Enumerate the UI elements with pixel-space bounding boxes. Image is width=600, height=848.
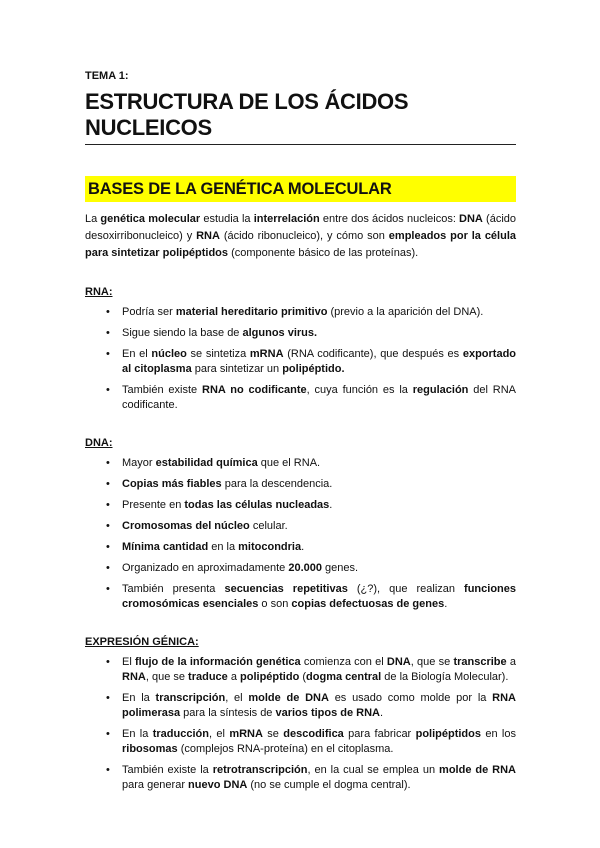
bold-text: descodifica <box>283 728 344 740</box>
text: es usado como molde por la <box>328 692 493 704</box>
text: para la descendencia. <box>221 478 333 490</box>
text: , que se <box>145 671 189 683</box>
list-item <box>85 326 516 341</box>
subsection-heading: DNA: <box>85 437 113 449</box>
bold-text: molde de RNA <box>439 764 516 776</box>
bold-text: nuevo DNA <box>188 779 248 791</box>
bullet-list <box>85 655 516 793</box>
document-page <box>85 70 516 799</box>
bold-text: mRNA <box>249 348 284 360</box>
text: entre dos ácidos nucleicos: <box>319 213 460 225</box>
bullet-icon: • <box>106 348 110 360</box>
text: , el <box>225 692 249 704</box>
text: (¿?), que realizan <box>347 583 465 595</box>
text: (ácido desoxirribonucleico) y <box>85 213 516 242</box>
text: para la síntesis de <box>180 707 276 719</box>
bold-text: 20.000 <box>288 562 322 574</box>
text: para fabricar <box>343 728 416 740</box>
bold-text: estabilidad química <box>155 457 258 469</box>
bold-text: RNA <box>122 671 146 683</box>
text: En la <box>122 728 153 740</box>
text: (complejos RNA-proteína) en el citoplasma. <box>177 743 394 755</box>
text: ( <box>299 671 307 683</box>
text: También presenta <box>122 583 225 595</box>
text: Presente en <box>122 499 185 511</box>
text: En el <box>122 348 152 360</box>
text: La <box>85 213 101 225</box>
list-item <box>85 540 516 555</box>
text: en los <box>480 728 516 740</box>
list-item <box>85 655 516 685</box>
bold-text: secuencias repetitivas <box>224 583 348 595</box>
bold-text: material hereditario primitivo <box>175 306 328 318</box>
text: que el RNA. <box>257 457 321 469</box>
bullet-icon: • <box>106 306 110 318</box>
bold-text: flujo de la información genética <box>135 656 301 668</box>
bold-text: DNA <box>386 656 411 668</box>
text: , que se <box>410 656 454 668</box>
list-item <box>85 519 516 534</box>
bullet-icon: • <box>106 457 110 469</box>
bold-text: traduce <box>188 671 228 683</box>
list-item <box>85 347 516 377</box>
list-item <box>85 561 516 576</box>
page-title: ESTRUCTURA DE LOS ÁCIDOS NUCLEICOS <box>85 89 516 145</box>
bullet-icon: • <box>106 499 110 511</box>
text: . <box>444 598 448 610</box>
text: En la <box>122 692 156 704</box>
bullet-icon: • <box>106 728 110 740</box>
text: se sintetiza <box>186 348 250 360</box>
bold-text: todas las células nucleadas <box>184 499 330 511</box>
text: a <box>506 656 516 668</box>
bold-text: RNA polimerasa <box>122 692 516 719</box>
text: comienza con el <box>300 656 387 668</box>
text: También existe la <box>122 764 213 776</box>
text: , el <box>208 728 230 740</box>
bold-text: Copias más fiables <box>122 478 222 490</box>
bold-text: exportado al citoplasma <box>122 348 517 375</box>
bold-text: mitocondria <box>238 541 302 553</box>
bold-text: regulación <box>412 384 469 396</box>
bold-text: traducción <box>152 728 209 740</box>
text: (RNA codificante), que después es <box>283 348 463 360</box>
text: (componente básico de las proteínas). <box>228 247 419 259</box>
subsection-heading: EXPRESIÓN GÉNICA: <box>85 636 199 648</box>
bold-text: algunos virus. <box>242 327 318 339</box>
bold-text: Cromosomas del núcleo <box>122 520 250 532</box>
list-item <box>85 763 516 793</box>
bullet-icon: • <box>106 562 110 574</box>
text: para generar <box>122 779 189 791</box>
text: También existe <box>122 384 202 396</box>
text: . <box>380 707 384 719</box>
text: celular. <box>249 520 288 532</box>
intro-paragraph <box>85 211 516 262</box>
bold-text: retrotranscripción <box>212 764 308 776</box>
text: Sigue siendo la base de <box>122 327 243 339</box>
list-item <box>85 456 516 471</box>
text: . <box>301 541 305 553</box>
bold-text: funciones cromosómicas esenciales <box>122 583 516 610</box>
text: de la Biología Molecular). <box>381 671 509 683</box>
text: , en la cual se emplea un <box>307 764 440 776</box>
bullet-icon: • <box>106 692 110 704</box>
bold-text: polipéptido <box>240 671 300 683</box>
bold-text: RNA no codificante <box>202 384 307 396</box>
text: o son <box>258 598 292 610</box>
text: para sintetizar un <box>191 363 283 375</box>
text: (previo a la aparición del DNA). <box>327 306 484 318</box>
bullet-icon: • <box>106 384 110 396</box>
bold-text: transcribe <box>453 656 507 668</box>
list-item <box>85 477 516 492</box>
bold-text: polipéptido. <box>282 363 345 375</box>
section-heading-highlighted: BASES DE LA GENÉTICA MOLECULAR <box>85 176 516 202</box>
bullet-icon: • <box>106 478 110 490</box>
list-item <box>85 727 516 757</box>
bold-text: RNA <box>196 230 220 242</box>
bullet-icon: • <box>106 583 110 595</box>
text: Organizado en aproximadamente <box>122 562 289 574</box>
bullet-list <box>85 305 516 413</box>
list-item <box>85 498 516 513</box>
bullet-icon: • <box>106 520 110 532</box>
text: genes. <box>321 562 359 574</box>
topic-label: TEMA 1: <box>85 70 129 82</box>
bold-text: ribosomas <box>122 743 178 755</box>
bold-text: empleados por la célula para sintetizar polipéptidos <box>85 230 517 259</box>
subsection-heading: RNA: <box>85 286 113 298</box>
sections-container <box>85 286 516 793</box>
text: El <box>122 656 135 668</box>
bold-text: polipéptidos <box>415 728 481 740</box>
text: Mayor <box>122 457 156 469</box>
bold-text: DNA <box>459 213 483 225</box>
bullet-icon: • <box>106 327 110 339</box>
bold-text: Mínima cantidad <box>122 541 209 553</box>
text: estudia la <box>200 213 254 225</box>
list-item <box>85 305 516 320</box>
text: . <box>329 499 333 511</box>
bold-text: genética molecular <box>100 213 201 225</box>
bold-text: varios tipos de RNA <box>275 707 381 719</box>
bullet-icon: • <box>106 541 110 553</box>
list-item <box>85 691 516 721</box>
bullet-icon: • <box>106 656 110 668</box>
list-item <box>85 582 516 612</box>
bold-text: copias defectuosas de genes <box>291 598 445 610</box>
bold-text: molde de DNA <box>248 692 329 704</box>
text: del RNA codificante. <box>122 384 516 411</box>
text: (no se cumple el dogma central). <box>247 779 411 791</box>
list-item <box>85 383 516 413</box>
text: (ácido ribonucleico), y cómo son <box>219 230 389 242</box>
text: se <box>262 728 284 740</box>
bold-text: núcleo <box>151 348 187 360</box>
text: , cuya función es la <box>306 384 413 396</box>
bold-text: dogma central <box>306 671 382 683</box>
text: en la <box>208 541 239 553</box>
bullet-icon: • <box>106 764 110 776</box>
bullet-list <box>85 456 516 612</box>
bold-text: interrelación <box>253 213 320 225</box>
text: a <box>227 671 241 683</box>
text: Podría ser <box>122 306 176 318</box>
bold-text: transcripción <box>155 692 226 704</box>
bold-text: mRNA <box>229 728 263 740</box>
